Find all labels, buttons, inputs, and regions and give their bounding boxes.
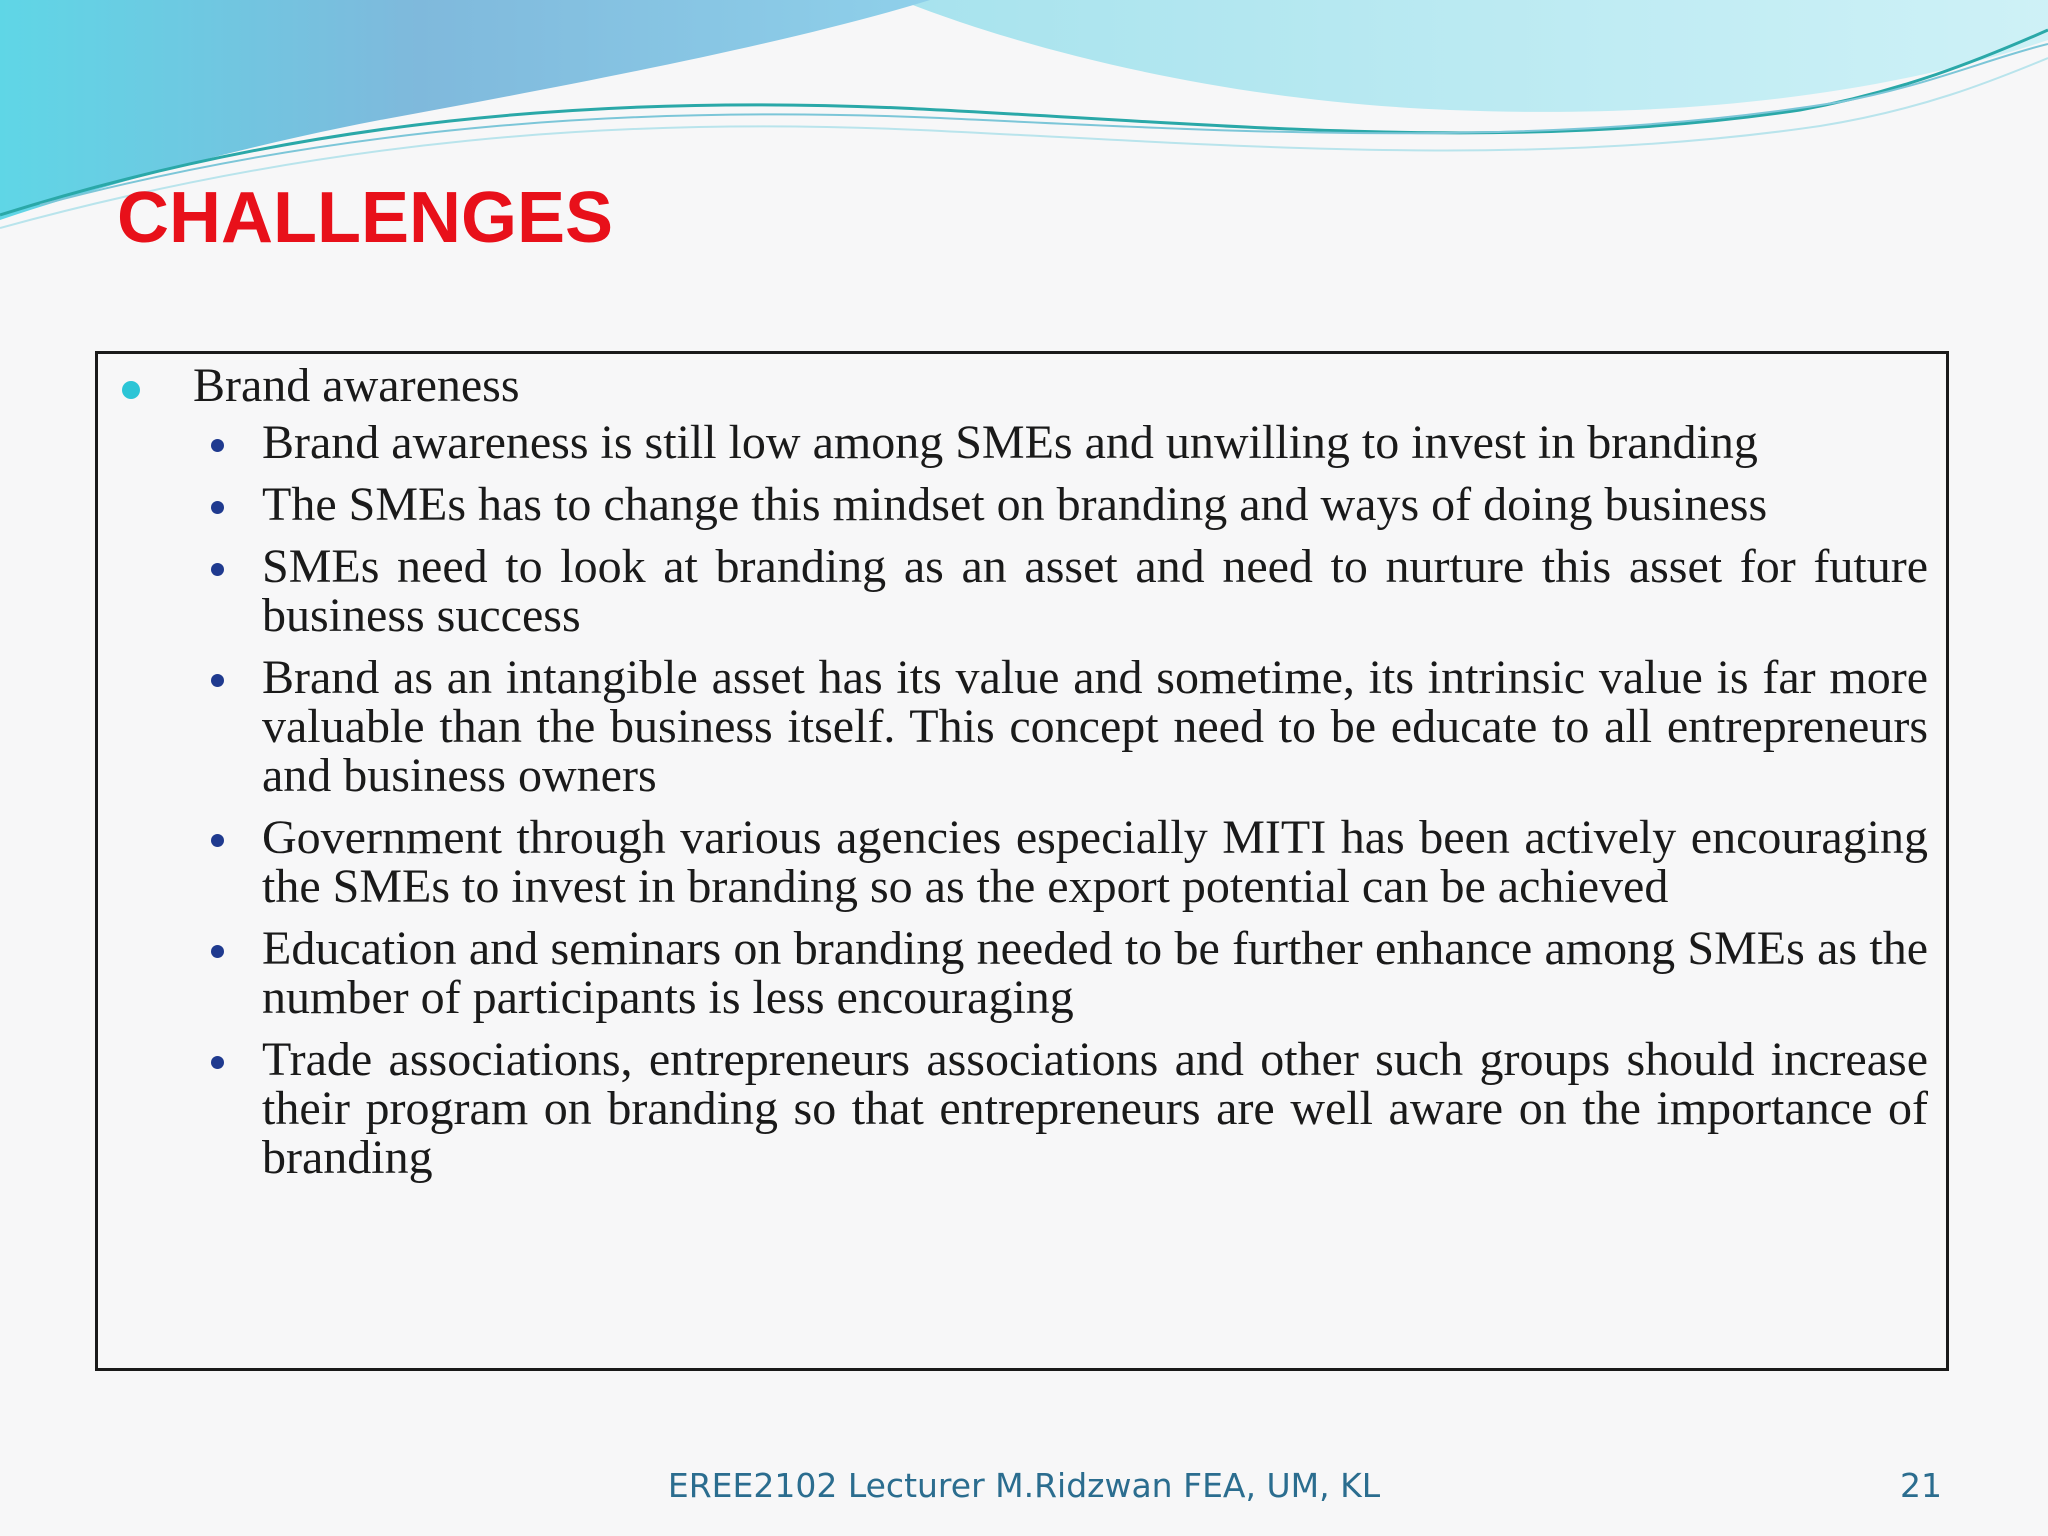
list-item	[98, 924, 1946, 1022]
list-item	[98, 542, 1946, 640]
list-item	[98, 813, 1946, 911]
content-box	[95, 351, 1949, 1371]
list-item	[98, 418, 1946, 467]
list-item-text: Government through various agencies especially MITI has been actively encouraging the SMEs to invest in branding so as the export potential can be achieved	[262, 811, 1928, 913]
list-item-text: Education and seminars on branding needed to be further enhance among SMEs as the number of participants is less encouraging	[262, 922, 1928, 1024]
bullet-icon	[211, 1056, 224, 1069]
list-item	[98, 1035, 1946, 1182]
bullet-icon	[211, 439, 224, 452]
bullet-icon	[211, 834, 224, 847]
sub-bullet-list	[98, 418, 1946, 1195]
list-item-text: The SMEs has to change this mindset on branding and ways of doing business	[262, 478, 1768, 531]
list-item-text: Trade associations, entrepreneurs associations and other such groups should increase their program on branding so that entrepreneurs are well aware on the importance of branding	[262, 1033, 1928, 1184]
page-number: 21	[1900, 1466, 1942, 1505]
bullet-icon	[211, 945, 224, 958]
list-item	[98, 653, 1946, 800]
topic-label: Brand awareness	[193, 359, 520, 412]
list-item	[98, 480, 1946, 529]
list-item-text: Brand awareness is still low among SMEs and unwilling to invest in branding	[262, 416, 1758, 469]
slide-title: CHALLENGES	[117, 178, 614, 258]
bullet-icon	[122, 381, 140, 399]
bullet-icon	[211, 501, 224, 514]
list-item-text: Brand as an intangible asset has its value and sometime, its intrinsic value is far more valuable than the business itself. This concept need to be educate to all entrepreneurs and business owners	[262, 651, 1928, 802]
slide-footer: EREE2102 Lecturer M.Ridzwan FEA, UM, KL	[667, 1466, 1381, 1505]
bullet-icon	[211, 674, 224, 687]
list-item-text: SMEs need to look at branding as an asset and need to nurture this asset for future business success	[262, 540, 1928, 642]
bullet-icon	[211, 563, 224, 576]
